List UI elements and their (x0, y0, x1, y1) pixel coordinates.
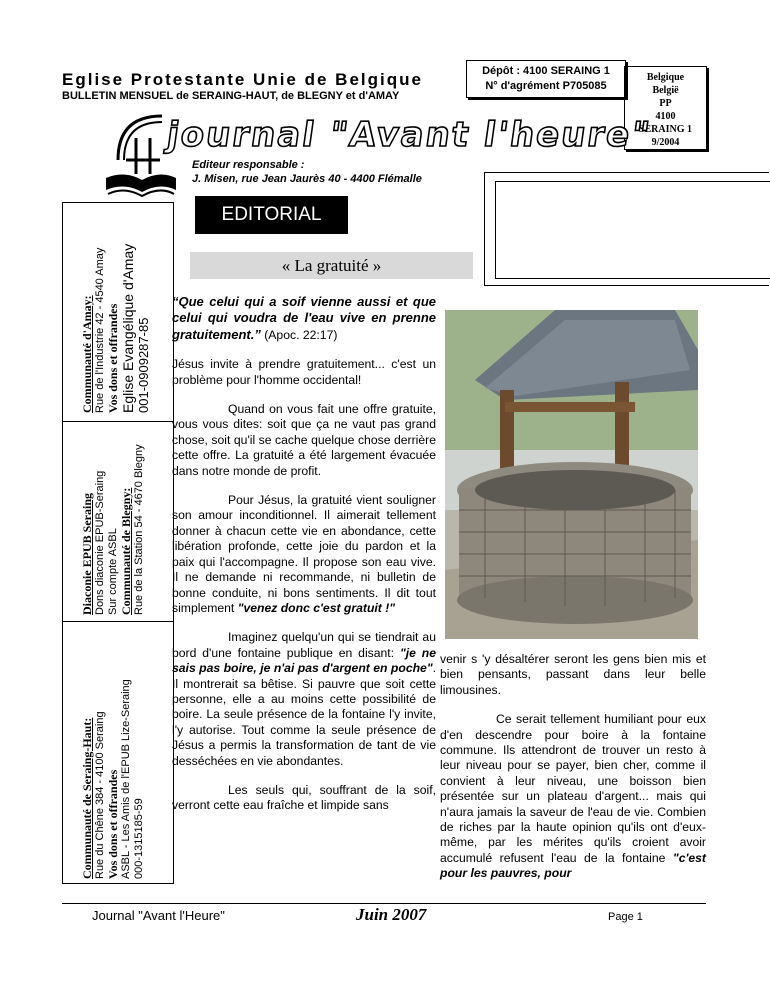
journal-title-text: journal "Avant l'heure" (164, 115, 654, 155)
diaconie-block (81, 444, 146, 615)
well-photo (445, 310, 698, 639)
seraing-address: Rue du Chêne 384 - 4100 Seraing (94, 711, 106, 879)
editor-address: J. Misen, rue Jean Jaurès 40 - 4400 Flémalle (192, 173, 422, 185)
seraing-account: 000-1315185-59 (133, 798, 145, 879)
postal-line: België (652, 85, 679, 96)
paragraph-2: Quand on vous fait une offre gratuite, vous vous dites: soit que ça ne vaut pas grand chose, soit qu'il se cache quelque chose derrière cette offre. La gratuité a été largement évacuée dans notre monde de profit. (172, 402, 436, 478)
paragraph-1: Jésus invite à prendre gratuitement... c'est un problème pour l'homme occidental! (172, 357, 436, 387)
postal-line: 4100 (655, 111, 676, 122)
seraing-asbl: ASBL - Les Amis de l'EPUB Lize-Seraing (120, 679, 132, 879)
footer-date: Juin 2007 (356, 905, 427, 924)
church-name: Eglise Protestante Unie de Belgique (62, 70, 423, 89)
amay-bank: Eglise Evangélique d'Amay (120, 243, 136, 413)
amay-gifts: Vos dons et offrandes (106, 303, 120, 413)
postal-line: SERAING 1 (638, 124, 693, 135)
postal-line: Belgique (646, 72, 685, 83)
article-title: « La gratuité » (190, 252, 473, 279)
postal-line: PP (659, 98, 672, 109)
seraing-block (81, 679, 146, 879)
diaconie-line-1: Dons diaconie EPUB-Seraing (94, 470, 106, 615)
postal-line: 9/2004 (651, 137, 680, 148)
depot-line-1: Dépôt : 4100 SERAING 1 (482, 65, 610, 77)
journal-title (164, 108, 654, 156)
opening-quote: “Que celui qui a soif vienne aussi et que celui qui voudra de l'eau vive en prenne gratuitement.” (Apoc. 22:17) (172, 294, 436, 342)
right-frame (484, 172, 769, 286)
editor-block (192, 158, 422, 186)
footer-journal: Journal "Avant l'Heure" (92, 908, 225, 923)
column-2-paragraph-2: Ce serait tellement humiliant pour eux d'en descendre pour boire à la fontaine commune. Ils attendront de trouver un resto à leur niveau pour se payer, bien cher, comme il convient à leur niveau, une boisson bien présentée sur un plateau d'argent... mais qui n'aura jamais la saveur de l'eau de vie. Combien de riches par la haute opinion qu'ils ont d'eux-même, par les mérites qu'ils croient avoir accumulé refusent l'eau de la fontaine "c'est pour les pauvres, pour (440, 712, 706, 881)
sidebar-contacts (62, 202, 174, 884)
depot-box (466, 60, 626, 98)
editor-label: Editeur responsable : (192, 159, 305, 171)
diaconie-title: Diaconie EPUB Seraing (80, 493, 94, 615)
seraing-gifts: Vos dons et offrandes (106, 769, 120, 879)
amay-address: Rue de l'Industrie 42 - 4540 Amay (94, 247, 106, 413)
depot-line-2: N° d'agrément P705085 (485, 80, 607, 92)
church-logo (100, 108, 180, 206)
column-2-paragraph-1: venir s 'y désaltérer seront les gens bien mis et bien pensants, passant dans leur belle limousines. (440, 652, 706, 697)
diaconie-line-2: Sur compte ASBL (107, 528, 119, 615)
blegny-title: Communauté de Blegny: (119, 487, 133, 615)
footer-divider (62, 903, 706, 904)
seraing-title: Communauté de Seraing-Haut: (80, 717, 94, 879)
paragraph-3: Pour Jésus, la gratuité vient souligner son amour inconditionnel. Il aimerait tellement donner à chacun cette vie en abondance, cette libération profonde, cette joie du pardon et la paix qui l'accompagne. Il propose son eau vive. Il ne demande ni recommande, ni bulletin de bonne conduite, ni bons sentiments. Il dit tout simplement "venez donc c'est gratuit !" (172, 493, 436, 615)
bulletin-subtitle: BULLETIN MENSUEL de SERAING-HAUT, de BLEGNY et d'AMAY (62, 90, 400, 102)
footer-page: Page 1 (608, 911, 643, 923)
amay-title: Communauté d'Amay: (80, 295, 94, 413)
editorial-banner: EDITORIAL (195, 196, 348, 234)
blegny-address: Rue de la Station 54 - 4670 Blegny (133, 444, 145, 615)
amay-account: 001-0909287-85 (136, 317, 151, 413)
article-column-2 (440, 652, 706, 882)
article-column-1 (172, 294, 436, 828)
paragraph-4: Imaginez quelqu'un qui se tiendrait au bord d'une fontaine publique en disant: "je ne sais pas boire, je n'ai pas d'argent en poche". Il montrerait sa bêtise. Si pauvre que soit cette personne, elle a au moins cette possibilité de boire. La seule présence de la fontaine l'y invite, l'y autorise. Tout comme la seule présence de Jésus a permis la transformation de tant de vie desséchées en vie abondantes. (172, 630, 437, 768)
paragraph-5: Les seuls qui, souffrant de la soif, verront cette eau fraîche et limpide sans (172, 782, 436, 813)
amay-block (81, 244, 151, 413)
